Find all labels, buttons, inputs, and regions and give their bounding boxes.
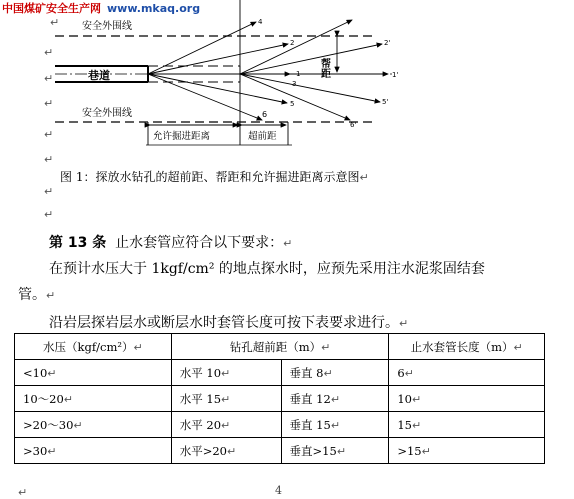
- page-number: 4: [275, 484, 282, 497]
- figure-caption: 图 1：探放水钻孔的超前距、帮距和允许掘进距离示意图↵: [60, 170, 369, 184]
- table-row: [15, 438, 545, 464]
- paragraph-line: 在预计水压大于 1kgf/cm² 的地点探水时，应预先采用注水泥浆固结套: [49, 261, 485, 277]
- drill-hole-2: [148, 44, 288, 74]
- paragraph-mark-icon: ↵: [44, 185, 54, 198]
- table-header-cell: 止水套管长度（m）↵: [389, 334, 545, 360]
- label-safety-boundary-bottom: 安全外围线: [82, 108, 132, 119]
- label-tunnel: 巷道: [88, 69, 110, 82]
- drill-hole-6: [148, 74, 262, 120]
- table-cell: 10↵: [389, 386, 545, 412]
- table-cell: 水平 20↵: [171, 412, 281, 438]
- label-hole-1: 1: [296, 70, 301, 78]
- table-cell: 6↵: [389, 360, 545, 386]
- table-cell: 垂直 12↵: [281, 386, 389, 412]
- table-cell: >20～30↵: [15, 412, 172, 438]
- label-overrun: 超前距: [248, 131, 277, 142]
- paragraph-mark-icon: ↵: [50, 16, 60, 29]
- label-hole-2: 2: [290, 39, 295, 47]
- paragraph-mark-icon: ↵: [399, 317, 409, 330]
- article-number: 第 13 条: [49, 235, 107, 251]
- drill-hole-5: [148, 74, 287, 103]
- table-row: [15, 412, 545, 438]
- table-header-cell: 钻孔超前距（m）↵: [171, 334, 389, 360]
- article-heading: [49, 232, 292, 252]
- table-cell: 15↵: [389, 412, 545, 438]
- paragraph-mark-icon: ↵: [46, 289, 56, 302]
- label-hole-5: 5: [290, 100, 295, 108]
- label-hole-6-prime: 6': [350, 121, 357, 129]
- paragraph-mark-icon: ↵: [44, 128, 54, 141]
- paragraph-mark-icon: ↵: [44, 153, 54, 166]
- label-hole-4: 4: [258, 18, 263, 26]
- paragraph-mark-icon: ↵: [359, 171, 369, 184]
- paragraph: 沿岩层探岩层水或断层水时套管长度可按下表要求进行。↵: [49, 315, 409, 331]
- label-hole-3: 3: [292, 80, 297, 88]
- drill-hole-diagram: [0, 0, 574, 160]
- paragraph-line: 管。↵: [18, 287, 56, 303]
- label-hole-1-prime: 1': [392, 71, 399, 79]
- table-cell: 垂直>15↵: [281, 438, 389, 464]
- paragraph-mark-icon: ↵: [44, 72, 54, 85]
- table-row: [15, 386, 545, 412]
- label-hole-5-prime: 5': [382, 98, 389, 106]
- table-cell: 垂直 8↵: [281, 360, 389, 386]
- casing-length-table: [14, 333, 545, 464]
- table-header-row: [15, 334, 545, 360]
- table-cell: 垂直 15↵: [281, 412, 389, 438]
- paragraph-mark-icon: ↵: [44, 97, 54, 110]
- paragraph-mark-icon: ↵: [44, 208, 54, 221]
- table-cell: 水平>20↵: [171, 438, 281, 464]
- label-allowed-advance: 允许掘进距离: [153, 131, 211, 142]
- table-cell: >30↵: [15, 438, 172, 464]
- drill-hole-upper-right: [240, 20, 352, 74]
- label-safety-boundary-top: 安全外围线: [82, 21, 132, 32]
- paragraph-mark-icon: ↵: [283, 237, 293, 250]
- label-spacing: 帮距: [318, 58, 330, 78]
- watermark-site: 中国煤矿安全生产网: [2, 2, 101, 15]
- table-cell: 水平 15↵: [171, 386, 281, 412]
- table-cell: >15↵: [389, 438, 545, 464]
- table-header-cell: 水压（kgf/cm²）↵: [15, 334, 172, 360]
- table-row: [15, 360, 545, 386]
- paragraph-mark-icon: ↵: [44, 46, 54, 59]
- drill-hole-2-prime: [240, 44, 382, 74]
- table-cell: 10～20↵: [15, 386, 172, 412]
- table-cell: <10↵: [15, 360, 172, 386]
- article-title: 止水套管应符合以下要求：: [115, 235, 284, 251]
- paragraph-mark-icon: ↵: [18, 486, 28, 499]
- label-hole-6-offset: 6: [262, 110, 268, 119]
- label-hole-2-prime: 2': [384, 39, 391, 47]
- watermark-url: www.mkaq.org: [107, 2, 201, 15]
- table-cell: 水平 10↵: [171, 360, 281, 386]
